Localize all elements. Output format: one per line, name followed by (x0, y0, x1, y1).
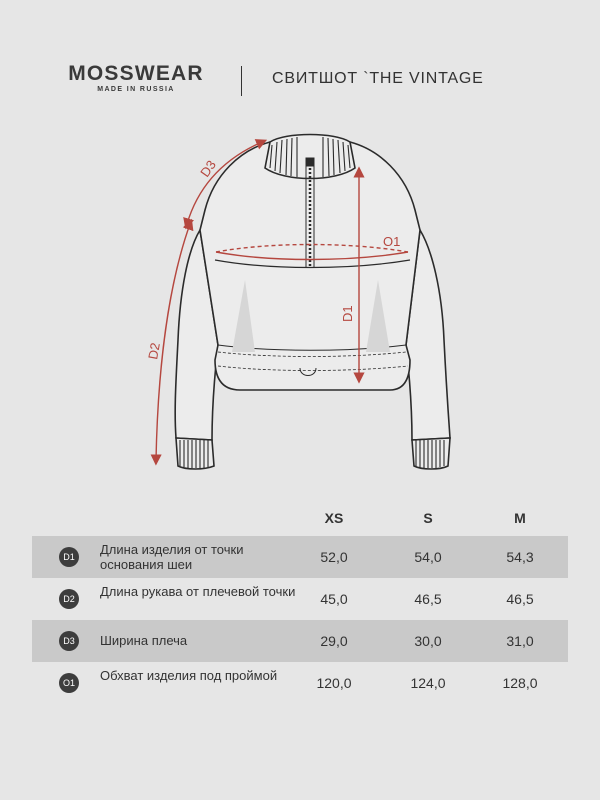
value-cell: 54,3 (506, 549, 534, 565)
row-label: Ширина плеча (100, 633, 188, 648)
value-cell: 46,5 (506, 591, 534, 607)
page-title: СВИТШОТ `THE VINTAGE (272, 70, 484, 87)
sweatshirt-diagram (0, 120, 600, 480)
value-cell: 31,0 (506, 633, 534, 649)
brand-tagline: MADE IN RUSSIA (97, 86, 175, 93)
table-row (32, 620, 568, 662)
value-cell: 30,0 (414, 633, 442, 649)
value-cell: 46,5 (414, 591, 442, 607)
value-cell: 128,0 (502, 675, 538, 691)
right-cuff (412, 438, 450, 469)
table-header (32, 510, 568, 536)
collar (265, 135, 355, 179)
header-divider (241, 66, 242, 96)
row-label: Длина рукава от плечевой точки (100, 584, 296, 599)
row-code-badge: D1 (59, 547, 79, 567)
value-cell: 52,0 (320, 549, 348, 565)
size-table (32, 510, 568, 704)
brand-logo (58, 62, 214, 93)
value-cell: 124,0 (410, 675, 446, 691)
row-code-badge: D3 (59, 631, 79, 651)
table-row (32, 536, 568, 578)
value-cell: 54,0 (414, 549, 442, 565)
label-o1: O1 (383, 234, 401, 249)
column-header: S (423, 510, 433, 526)
brand-name: MOSSWEAR (68, 62, 204, 85)
label-d1: D1 (340, 305, 355, 322)
value-cell: 120,0 (316, 675, 352, 691)
row-label: Длина изделия от точки основания шеи (100, 542, 244, 572)
row-code-badge: D2 (59, 589, 79, 609)
label-d2: D2 (145, 341, 163, 361)
table-row (32, 662, 568, 704)
label-d3: D3 (197, 157, 219, 180)
column-header: XS (324, 510, 344, 526)
column-header: M (514, 510, 526, 526)
value-cell: 29,0 (320, 633, 348, 649)
row-label: Обхват изделия под проймой (100, 668, 278, 683)
value-cell: 45,0 (320, 591, 348, 607)
header (0, 62, 600, 102)
row-code-badge: O1 (59, 673, 79, 693)
left-cuff (176, 438, 214, 469)
table-row (32, 578, 568, 620)
